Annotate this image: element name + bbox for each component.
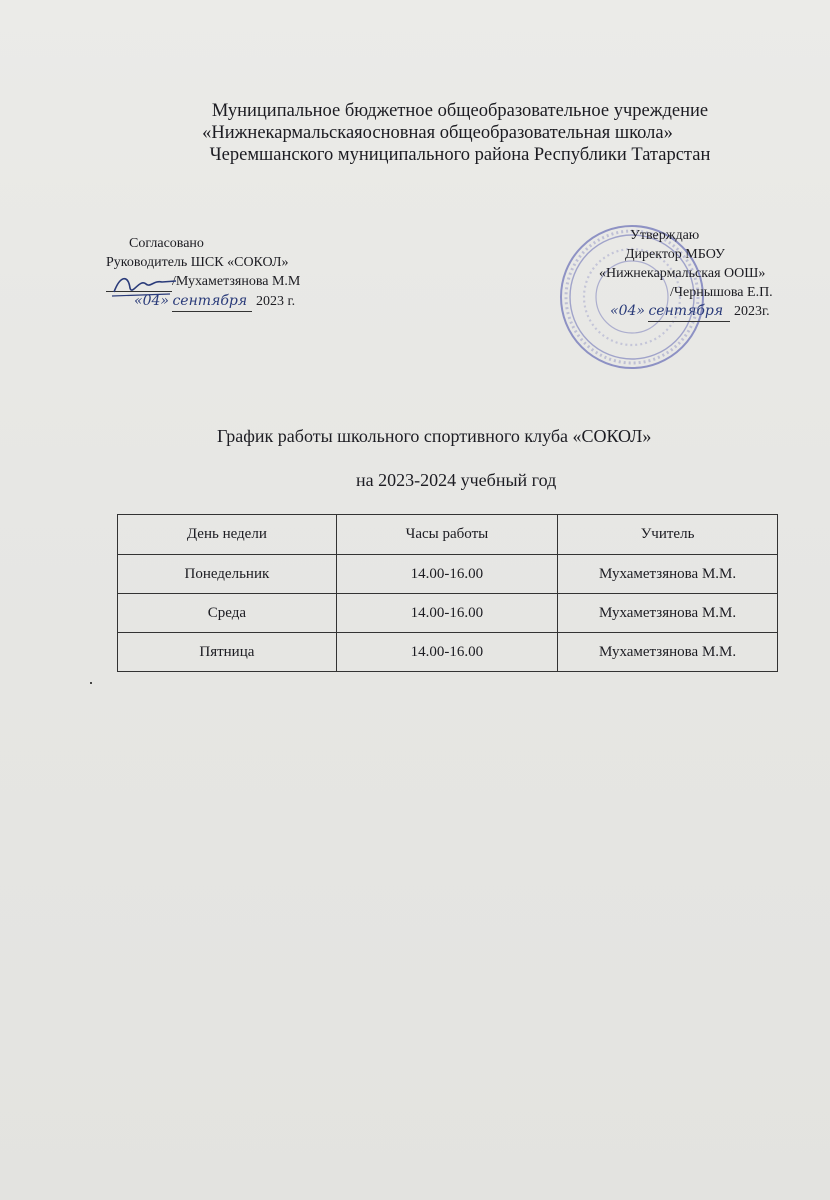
cell-hours: 14.00-16.00: [336, 555, 557, 594]
header-day: День недели: [118, 515, 337, 555]
header-line-2: «Нижнекармальскаяосновная общеобразовательная школа»: [202, 123, 673, 143]
title-sub: на 2023-2024 учебный год: [356, 470, 557, 490]
agreed-date-month: сентября: [172, 292, 252, 312]
schedule-table: [117, 514, 778, 672]
agreed-date-day: «04»: [134, 293, 169, 309]
ink-dot: [90, 682, 92, 684]
approved-date-month: сентября: [648, 302, 730, 322]
header-hours: Часы работы: [336, 515, 557, 555]
agreed-date-year: 2023 г.: [255, 294, 296, 309]
handwritten-signature: [110, 270, 180, 300]
header-teacher: Учитель: [558, 515, 778, 555]
cell-hours: 14.00-16.00: [336, 594, 557, 633]
approved-date-day: «04»: [610, 303, 645, 319]
header-line-3: Черемшанского муниципального района Республики Татарстан: [209, 145, 711, 165]
approved-label: Утверждаю: [630, 228, 700, 243]
cell-day: Среда: [118, 594, 337, 633]
approved-date-year: 2023г.: [733, 304, 770, 319]
approved-date: [596, 302, 773, 322]
agreed-position: Руководитель ШСК «СОКОЛ»: [106, 255, 289, 270]
table-row: [118, 555, 778, 594]
agreed-signatory: /Мухаметзянова М.М: [172, 274, 301, 289]
cell-teacher: Мухаметзянова М.М.: [558, 594, 778, 633]
approved-school: «Нижнекармальская ООШ»: [599, 266, 766, 281]
cell-day: Понедельник: [118, 555, 337, 594]
approved-signatory: /Чернышова Е.П.: [670, 285, 773, 300]
table-row: [118, 594, 778, 633]
cell-day: Пятница: [118, 633, 337, 672]
cell-teacher: Мухаметзянова М.М.: [558, 633, 778, 672]
approved-position: Директор МБОУ: [625, 247, 725, 262]
agreed-label: Согласовано: [129, 236, 204, 251]
header-line-1: Муниципальное бюджетное общеобразовательное учреждение: [211, 101, 709, 121]
cell-hours: 14.00-16.00: [336, 633, 557, 672]
title-main: График работы школьного спортивного клуба «СОКОЛ»: [217, 426, 652, 446]
table-row: [118, 633, 778, 672]
school-header: [0, 100, 830, 166]
cell-teacher: Мухаметзянова М.М.: [558, 555, 778, 594]
approved-block: [596, 226, 773, 322]
table-header-row: [118, 515, 778, 555]
